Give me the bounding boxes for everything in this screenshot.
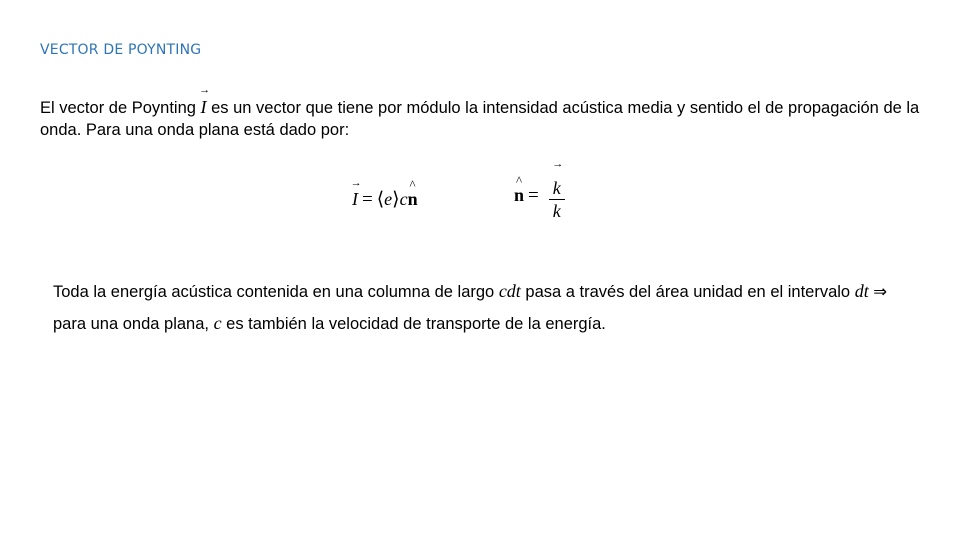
- conclusion-text-start: para una onda plana,: [53, 315, 214, 333]
- poynting-vector-symbol: → I: [201, 96, 207, 118]
- equation-lhs-vector: → I: [352, 189, 358, 210]
- energy-text-start: Toda la energía acústica contenida en una columna de largo: [53, 283, 499, 301]
- equation-energy-density: e: [384, 189, 393, 209]
- definition-paragraph: [40, 96, 920, 141]
- unit-vector-equation: [514, 170, 565, 221]
- fraction-denominator: k: [552, 201, 561, 221]
- equation-speed: c: [399, 189, 408, 209]
- definition-text-start: El vector de Poynting: [40, 99, 201, 117]
- equation-bracket-open: ⟨: [376, 189, 385, 210]
- slide-title: VECTOR DE POYNTING: [40, 42, 202, 58]
- energy-paragraph: [53, 280, 943, 303]
- equation-unit-vector: ^ n: [408, 189, 418, 210]
- poynting-equation: [352, 188, 418, 211]
- conclusion-paragraph: [53, 312, 943, 335]
- fraction-numerator: → k: [551, 170, 563, 199]
- equation-equals: =: [362, 189, 373, 210]
- equation-bracket-close: ⟩: [392, 189, 400, 210]
- definition-text-end: es un vector que tiene por módulo la intensidad acústica media y sentido el de propagación de la onda. Para una onda plana está dado por:: [40, 99, 920, 139]
- energy-var-dt: dt: [854, 281, 869, 301]
- energy-text-middle: pasa a través del área unidad en el intervalo: [520, 283, 855, 301]
- energy-var-cdt: cdt: [498, 281, 521, 301]
- implies-arrow: ⇒: [868, 283, 888, 301]
- unit-vector-equals: =: [528, 184, 539, 206]
- unit-vector-fraction: [549, 170, 565, 221]
- unit-vector-lhs: ^ n: [514, 185, 524, 206]
- conclusion-text-end: es también la velocidad de transporte de la energía.: [221, 315, 606, 333]
- conclusion-var-c: c: [213, 313, 222, 333]
